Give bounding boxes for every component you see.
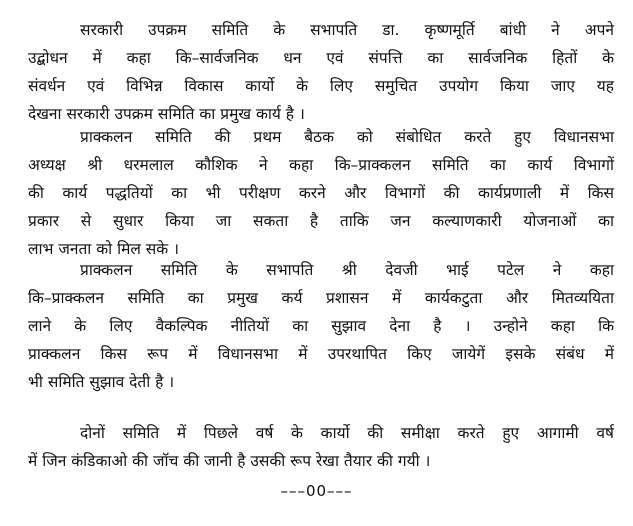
paragraph-upakram-samiti <box>28 16 614 128</box>
paragraph-line: प्राक्कलन किस रूप में विधानसभा में उपरथापित किए जायेगें इसके संबंध में <box>28 345 614 363</box>
paragraph-line: प्रकार से सुधार किया जा सकता है ताकि जन कल्याणकारी योजनाओं का <box>28 212 614 230</box>
paragraph-line: सरकारी उपक्रम समिति के सभापति डा. कृष्णमूर्ति बांधी ने अपने <box>80 21 614 39</box>
paragraph-line: संवर्धन एवं विभिन्न विकास कार्यो के लिए समुचित उपयोग किया जाए यह <box>28 77 614 95</box>
paragraph-line: में जिन कंडिकाओ की जॉच की जानी है उसकी रूप रेखा तैयार की गयी । <box>28 452 431 470</box>
paragraph-line: प्राक्कलन समिति की प्रथम बैठक को संबोधित करते हुए विधानसभा <box>80 128 614 146</box>
paragraph-line: की कार्य पद्धतियों का भी परीक्षण करने और विभागों की कार्यप्रणाली में किस <box>28 184 614 202</box>
paragraph-line: उद्बोधन में कहा कि–सार्वजनिक धन एवं संपत्ति का सार्वजनिक हितों के <box>28 49 614 67</box>
paragraph-line: कि–प्राक्कलन समिति का प्रमुख कर्य प्रशासन में कार्यकटुता और मितव्ययिता <box>28 289 614 307</box>
paragraph-line: देखना सरकारी उपक्रम समिति का प्रमुख कार्य है । <box>28 105 305 123</box>
paragraph-line: प्राक्कलन समिति के सभापति श्री देवजी भाई पटेल ने कहा <box>80 261 614 279</box>
paragraph-line: दोनों समिति में पिछले वर्ष के कार्यो की समीक्षा करते हुए आगामी वर्ष <box>80 424 614 442</box>
paragraph-prakkalan-chairman <box>28 256 614 396</box>
paragraph-line: अध्यक्ष श्री धरमलाल कौशिक ने कहा कि–प्राक्कलन समिति का कार्य विभागों <box>28 156 614 174</box>
end-of-document-mark: –––00––– <box>280 482 353 500</box>
paragraph-line: लाने के लिए वैकल्पिक नीतियों का सुझाव देना है । उन्होने कहा कि <box>28 317 614 335</box>
paragraph-line: भी समिति सुझाव देती है । <box>28 373 175 391</box>
paragraph-annual-review <box>28 419 614 475</box>
paragraph-line: लाभ जनता को मिल सके । <box>28 240 179 258</box>
paragraph-prakkalan-first-meeting <box>28 123 614 263</box>
